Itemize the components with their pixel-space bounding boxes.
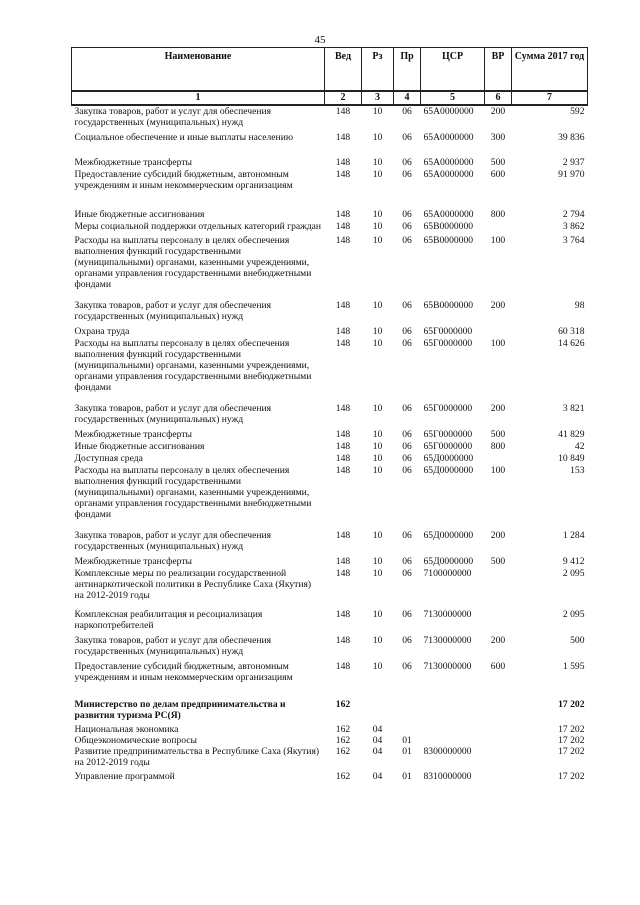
- cell-csr: 65Д0000000: [423, 465, 474, 476]
- table-body: [72, 105, 588, 782]
- cell-rz: 04: [372, 735, 383, 746]
- cell-name: Министерство по делам предпринимательства и развития туризма РС(Я): [74, 699, 286, 721]
- cell-csr: 65В0000000: [423, 235, 474, 246]
- table-row: [72, 724, 588, 735]
- cell-csr: 65Г0000000: [423, 429, 473, 440]
- cell-rz: 10: [372, 221, 383, 232]
- table-row: [72, 661, 588, 699]
- cell-sum: 17 202: [558, 771, 585, 782]
- cell-ved: 148: [335, 209, 351, 220]
- cell-sum: 91 970: [558, 169, 585, 180]
- cell-rz: 10: [372, 530, 383, 541]
- cell-csr: 65Д0000000: [423, 453, 474, 464]
- cell-pr: 06: [402, 568, 412, 579]
- cell-pr: 06: [402, 453, 412, 464]
- cell-vr: 200: [490, 403, 506, 414]
- cell-name: Закупка товаров, работ и услуг для обеспечения государственных (муниципальных) нужд: [74, 403, 272, 425]
- cell-vr: 200: [490, 106, 506, 117]
- cell-name: Управление программой: [74, 771, 175, 782]
- column-number: 1: [72, 91, 325, 105]
- column-number-row: [72, 91, 588, 105]
- cell-ved: 148: [335, 609, 351, 620]
- cell-rz: 10: [372, 429, 383, 440]
- table-row: [72, 235, 588, 300]
- cell-ved: 148: [335, 300, 351, 311]
- cell-ved: 148: [335, 441, 351, 452]
- cell-name: Расходы на выплаты персоналу в целях обеспечения выполнения функций государственными (муниципальными) органами, казенными учреждениями, органами управления государственными внебюджетными фондами: [74, 235, 312, 290]
- cell-vr: 600: [490, 661, 506, 672]
- cell-csr: 65В0000000: [423, 300, 474, 311]
- cell-rz: 04: [372, 771, 383, 782]
- cell-sum: 592: [570, 106, 585, 117]
- cell-name: Комплексные меры по реализации государственной антинаркотической политики в Республике Саха (Якутия) на 2012-2019 годы: [74, 568, 312, 601]
- table-row: [72, 465, 588, 530]
- cell-sum: 17 202: [558, 746, 585, 757]
- cell-csr: 65Д0000000: [423, 530, 474, 541]
- cell-ved: 148: [335, 453, 351, 464]
- cell-name: Закупка товаров, работ и услуг для обеспечения государственных (муниципальных) нужд: [74, 530, 272, 552]
- cell-sum: 14 626: [558, 338, 585, 349]
- cell-rz: 10: [372, 403, 383, 414]
- cell-vr: [485, 568, 512, 609]
- cell-name: Охрана труда: [74, 326, 130, 337]
- cell-pr: 06: [402, 635, 412, 646]
- cell-name: Закупка товаров, работ и услуг для обеспечения государственных (муниципальных) нужд: [74, 300, 272, 322]
- cell-rz: 10: [372, 609, 383, 620]
- cell-name: Закупка товаров, работ и услуг для обеспечения государственных (муниципальных) нужд: [74, 635, 272, 657]
- cell-rz: [362, 699, 394, 724]
- header-rz: Рз: [362, 48, 394, 92]
- cell-rz: 10: [372, 453, 383, 464]
- budget-table: [71, 47, 588, 782]
- cell-pr: 06: [402, 300, 412, 311]
- cell-vr: 500: [490, 429, 506, 440]
- cell-csr: 65Г0000000: [423, 338, 473, 349]
- cell-csr: 8310000000: [423, 771, 472, 782]
- table-row: [72, 453, 588, 465]
- cell-rz: 10: [372, 132, 383, 143]
- cell-name: Социальное обеспечение и иные выплаты населению: [74, 132, 293, 143]
- cell-ved: 148: [335, 132, 351, 143]
- table-row: [72, 157, 588, 169]
- cell-vr: 500: [490, 556, 506, 567]
- cell-rz: 10: [372, 157, 383, 168]
- table-row: [72, 441, 588, 453]
- cell-sum: 17 202: [558, 724, 585, 735]
- cell-ved: 148: [335, 338, 351, 349]
- cell-sum: 17 202: [558, 735, 585, 746]
- table-row: [72, 403, 588, 429]
- cell-ved: 148: [335, 429, 351, 440]
- cell-name: Общеэкономические вопросы: [74, 735, 197, 746]
- cell-name: Расходы на выплаты персоналу в целях обеспечения выполнения функций государственными (муниципальными) органами, казенными учреждениями, органами управления государственными внебюджетными фондами: [74, 465, 312, 520]
- cell-sum: 10 849: [558, 453, 585, 464]
- cell-name: Межбюджетные трансферты: [74, 429, 192, 440]
- cell-vr: 500: [490, 157, 506, 168]
- cell-name: Комплексная реабилитация и ресоциализация наркопотребителей: [74, 609, 263, 631]
- cell-csr: 65А0000000: [423, 209, 474, 220]
- column-number: 2: [325, 91, 362, 105]
- cell-csr: 65А0000000: [423, 157, 474, 168]
- cell-csr: 7130000000: [423, 609, 472, 620]
- cell-ved: 148: [335, 661, 351, 672]
- header-pr: Пр: [394, 48, 421, 92]
- cell-pr: [394, 724, 421, 735]
- cell-ved: 148: [335, 403, 351, 414]
- cell-ved: 148: [335, 530, 351, 541]
- cell-vr: [485, 746, 512, 771]
- table-row: [72, 568, 588, 609]
- table-row: [72, 300, 588, 326]
- cell-sum: 153: [570, 465, 585, 476]
- cell-sum: 41 829: [558, 429, 585, 440]
- cell-name: Закупка товаров, работ и услуг для обеспечения государственных (муниципальных) нужд: [74, 106, 272, 128]
- table-row: [72, 429, 588, 441]
- cell-pr: [394, 699, 421, 724]
- cell-rz: 04: [372, 746, 383, 757]
- table-row: [72, 609, 588, 635]
- cell-rz: 10: [372, 568, 383, 579]
- table-row: [72, 735, 588, 746]
- cell-sum: 2 095: [562, 609, 585, 620]
- column-number: 4: [394, 91, 421, 105]
- table-row: [72, 221, 588, 235]
- cell-vr: [485, 699, 512, 724]
- cell-vr: [485, 609, 512, 635]
- cell-vr: 200: [490, 530, 506, 541]
- cell-pr: 06: [402, 106, 412, 117]
- cell-ved: 148: [335, 221, 351, 232]
- column-number: 3: [362, 91, 394, 105]
- cell-sum: 2 794: [562, 209, 585, 220]
- cell-ved: 148: [335, 235, 351, 246]
- column-number: 7: [512, 91, 588, 105]
- header-csr: ЦСР: [421, 48, 485, 92]
- cell-vr: [485, 221, 512, 235]
- cell-name: Межбюджетные трансферты: [74, 556, 192, 567]
- page-number: 45: [314, 34, 326, 46]
- cell-rz: 10: [372, 326, 383, 337]
- cell-rz: 10: [372, 235, 383, 246]
- cell-rz: 10: [372, 635, 383, 646]
- column-number: 6: [485, 91, 512, 105]
- cell-sum: 2 095: [562, 568, 585, 579]
- table-row: [72, 746, 588, 771]
- table-row: [72, 132, 588, 157]
- cell-ved: 162: [335, 746, 351, 757]
- cell-sum: 500: [570, 635, 585, 646]
- cell-csr: 65А0000000: [423, 132, 474, 143]
- cell-sum: 17 202: [558, 699, 585, 710]
- cell-name: Иные бюджетные ассигнования: [74, 441, 205, 452]
- cell-vr: [485, 453, 512, 465]
- cell-csr: 65Г0000000: [423, 441, 473, 452]
- cell-vr: 100: [490, 338, 506, 349]
- cell-pr: 06: [402, 209, 412, 220]
- table-row: [72, 326, 588, 338]
- cell-vr: 100: [490, 235, 506, 246]
- cell-sum: 42: [574, 441, 585, 452]
- cell-ved: 148: [335, 157, 351, 168]
- cell-sum: 9 412: [562, 556, 585, 567]
- cell-rz: 10: [372, 106, 383, 117]
- cell-ved: 148: [335, 106, 351, 117]
- table-row: [72, 105, 588, 132]
- cell-pr: 06: [402, 221, 412, 232]
- cell-csr: [421, 724, 485, 735]
- cell-sum: 3 821: [562, 403, 585, 414]
- table-row: [72, 530, 588, 556]
- column-number: 5: [421, 91, 485, 105]
- cell-pr: 06: [402, 169, 412, 180]
- table-row: [72, 338, 588, 403]
- cell-sum: 3 862: [562, 221, 585, 232]
- cell-vr: 200: [490, 300, 506, 311]
- cell-pr: 06: [402, 530, 412, 541]
- cell-name: Доступная среда: [74, 453, 143, 464]
- cell-pr: 06: [402, 403, 412, 414]
- cell-rz: 04: [372, 724, 383, 735]
- cell-sum: 3 764: [562, 235, 585, 246]
- cell-vr: 800: [490, 209, 506, 220]
- cell-vr: [485, 735, 512, 746]
- table-row: [72, 699, 588, 724]
- cell-ved: 148: [335, 169, 351, 180]
- cell-pr: 06: [402, 235, 412, 246]
- table-row: [72, 169, 588, 209]
- table-row: [72, 635, 588, 661]
- table-row: [72, 209, 588, 221]
- header-sum: Сумма 2017 год: [512, 48, 588, 92]
- table-row: [72, 556, 588, 568]
- cell-rz: 10: [372, 556, 383, 567]
- cell-csr: 65Г0000000: [423, 326, 473, 337]
- cell-sum: 1 284: [562, 530, 585, 541]
- cell-name: Предоставление субсидий бюджетным, автономным учреждениям и иным некоммерческим организациям: [74, 661, 293, 683]
- cell-csr: 7130000000: [423, 661, 472, 672]
- cell-ved: 162: [335, 771, 351, 782]
- cell-pr: 06: [402, 429, 412, 440]
- cell-vr: 200: [490, 635, 506, 646]
- cell-csr: 65Д0000000: [423, 556, 474, 567]
- cell-name: Расходы на выплаты персоналу в целях обеспечения выполнения функций государственными (муниципальными) органами, казенными учреждениями, органами управления государственными внебюджетными фондами: [74, 338, 312, 393]
- cell-pr: 06: [402, 661, 412, 672]
- cell-ved: 148: [335, 326, 351, 337]
- cell-ved: 162: [335, 724, 351, 735]
- cell-pr: 01: [402, 771, 412, 782]
- cell-csr: 65Г0000000: [423, 403, 473, 414]
- cell-pr: 06: [402, 441, 412, 452]
- cell-vr: 800: [490, 441, 506, 452]
- cell-ved: 148: [335, 465, 351, 476]
- cell-sum: 1 595: [562, 661, 585, 672]
- cell-sum: 98: [574, 300, 585, 311]
- cell-name: Развитие предпринимательства в Республике Саха (Якутия) на 2012-2019 годы: [74, 746, 320, 768]
- cell-name: Национальная экономика: [74, 724, 179, 735]
- cell-ved: 148: [335, 635, 351, 646]
- header-vr: ВР: [485, 48, 512, 92]
- cell-rz: 10: [372, 209, 383, 220]
- cell-pr: 01: [402, 746, 412, 757]
- cell-sum: 60 318: [558, 326, 585, 337]
- cell-vr: 600: [490, 169, 506, 180]
- cell-name: Иные бюджетные ассигнования: [74, 209, 205, 220]
- cell-sum: 39 836: [558, 132, 585, 143]
- cell-csr: 65В0000000: [423, 221, 474, 232]
- cell-csr: [421, 699, 485, 724]
- cell-rz: 10: [372, 441, 383, 452]
- cell-rz: 10: [372, 300, 383, 311]
- cell-vr: [485, 724, 512, 735]
- cell-name: Межбюджетные трансферты: [74, 157, 192, 168]
- cell-rz: 10: [372, 169, 383, 180]
- cell-csr: 7130000000: [423, 635, 472, 646]
- cell-pr: 06: [402, 132, 412, 143]
- cell-csr: 7100000000: [423, 568, 472, 579]
- cell-vr: 300: [490, 132, 506, 143]
- cell-pr: 06: [402, 465, 412, 476]
- cell-vr: [485, 771, 512, 782]
- cell-ved: 162: [335, 699, 351, 710]
- cell-csr: [421, 735, 485, 746]
- cell-name: Предоставление субсидий бюджетным, автономным учреждениям и иным некоммерческим организациям: [74, 169, 293, 191]
- cell-rz: 10: [372, 338, 383, 349]
- cell-pr: 06: [402, 157, 412, 168]
- cell-sum: 2 937: [562, 157, 585, 168]
- cell-csr: 8300000000: [423, 746, 472, 757]
- cell-pr: 01: [402, 735, 412, 746]
- table-header-row: [72, 48, 588, 92]
- cell-csr: 65А0000000: [423, 106, 474, 117]
- cell-ved: 148: [335, 556, 351, 567]
- cell-csr: 65А0000000: [423, 169, 474, 180]
- cell-pr: 06: [402, 609, 412, 620]
- cell-pr: 06: [402, 338, 412, 349]
- cell-ved: 162: [335, 735, 351, 746]
- cell-name: Меры социальной поддержки отдельных категорий граждан: [74, 221, 322, 232]
- header-name: Наименование: [72, 48, 325, 92]
- table-row: [72, 771, 588, 782]
- cell-vr: 100: [490, 465, 506, 476]
- cell-ved: 148: [335, 568, 351, 579]
- cell-pr: 06: [402, 326, 412, 337]
- header-ved: Вед: [325, 48, 362, 92]
- cell-pr: 06: [402, 556, 412, 567]
- cell-rz: 10: [372, 465, 383, 476]
- cell-vr: [485, 326, 512, 338]
- cell-rz: 10: [372, 661, 383, 672]
